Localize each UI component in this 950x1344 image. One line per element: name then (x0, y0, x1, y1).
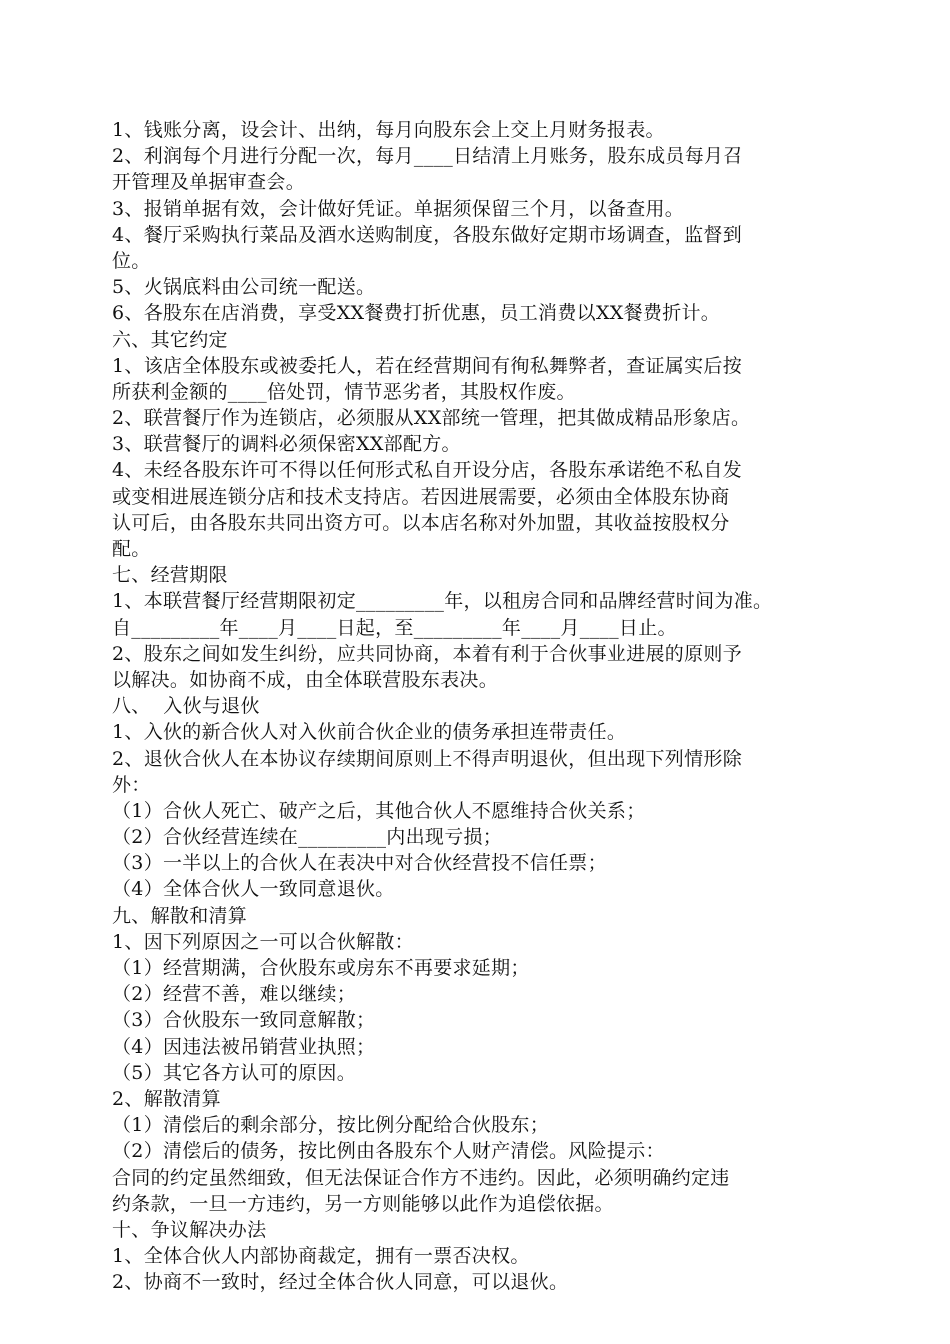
text-line: 1、因下列原因之一可以合伙解散： (112, 930, 414, 953)
section-heading: 八、 入伙与退伙 (112, 695, 260, 718)
text-line: （4）全体合伙人一致同意退伙。 (112, 878, 395, 901)
text-line: 2、股东之间如发生纠纷，应共同协商，本着有利于合伙事业进展的原则予 (112, 642, 742, 665)
text-line: 3、报销单据有效，会计做好凭证。单据须保留三个月，以备查用。 (112, 197, 685, 220)
text-line: 2、协商不一致时，经过全体合伙人同意，可以退伙。 (112, 1271, 569, 1294)
text-line: （4）因违法被吊销营业执照； (112, 1035, 376, 1058)
text-line: 或变相进展连锁分店和技术支持店。若因进展需要，必须由全体股东协商 (112, 485, 730, 508)
text-line: 配。 (112, 538, 151, 560)
text-line: （2）清偿后的债务，按比例由各股东个人财产清偿。风险提示： (112, 1140, 665, 1163)
section-heading: 十、争议解决办法 (112, 1218, 267, 1241)
text-line: （3）一半以上的合伙人在表决中对合伙经营投不信任票； (112, 852, 607, 875)
text-line: 自_________年____月____日起，至_________年____月____日止。 (112, 616, 677, 639)
text-line: 2、解散清算 (112, 1087, 221, 1110)
section-heading: 七、经营期限 (112, 564, 228, 587)
text-line: 4、未经各股东许可不得以任何形式私自开设分店，各股东承诺绝不私自发 (112, 459, 742, 482)
text-line: （1）合伙人死亡、破产之后，其他合伙人不愿维持合伙关系； (112, 799, 646, 822)
text-line: 3、联营餐厅的调料必须保密XX部配方。 (112, 433, 461, 456)
text-line: 所获利金额的____倍处罚，情节恶劣者，其股权作废。 (112, 380, 576, 403)
text-line: （1）经营期满，合伙股东或房东不再要求延期； (112, 957, 530, 979)
text-line: 4、餐厅采购执行菜品及酒水送购制度，各股东做好定期市场调查，监督到 (112, 223, 742, 246)
text-line: 约条款，一旦一方违约，另一方则能够以此作为追偿依据。 (112, 1192, 614, 1215)
text-line: 6、各股东在店消费，享受XX餐费打折优惠，员工消费以XX餐费折计。 (112, 302, 721, 325)
text-line: 1、入伙的新合伙人对入伙前合伙企业的债务承担连带责任。 (112, 721, 627, 744)
text-line: 5、火锅底料由公司统一配送。 (112, 276, 376, 299)
text-line: 2、利润每个月进行分配一次，每月____日结清上月账务，股东成员每月召 (112, 145, 743, 168)
text-line: （3）合伙股东一致同意解散； (112, 1009, 376, 1032)
text-line: （1）清偿后的剩余部分，按比例分配给合伙股东； (112, 1114, 549, 1137)
text-line: 外： (112, 773, 151, 796)
text-line: 1、该店全体股东或被委托人，若在经营期间有徇私舞弊者，查证属实后按 (112, 354, 742, 377)
text-line: 1、钱账分离，设会计、出纳，每月向股东会上交上月财务报表。 (112, 119, 665, 141)
text-line: （2）经营不善，难以继续； (112, 983, 356, 1006)
text-line: （5）其它各方认可的原因。 (112, 1061, 356, 1084)
section-heading: 六、其它约定 (112, 328, 228, 351)
document-body (112, 117, 848, 1295)
text-line: 1、全体合伙人内部协商裁定，拥有一票否决权。 (112, 1245, 530, 1268)
text-line: 位。 (112, 249, 151, 272)
text-line: 开管理及单据审查会。 (112, 171, 306, 194)
section-heading: 九、解散和清算 (112, 904, 248, 927)
text-line: 认可后，由各股东共同出资方可。以本店名称对外加盟，其收益按股权分 (112, 511, 730, 534)
text-line: 以解决。如协商不成，由全体联营股东表决。 (112, 668, 499, 691)
text-line: 1、本联营餐厅经营期限初定_________年，以租房合同和品牌经营时间为准。 (112, 590, 773, 613)
text-line: 2、退伙合伙人在本协议存续期间原则上不得声明退伙，但出现下列情形除 (112, 747, 742, 770)
text-line: （2）合伙经营连续在_________内出现亏损； (112, 826, 503, 849)
text-line: 合同的约定虽然细致，但无法保证合作方不违约。因此，必须明确约定违 (112, 1166, 730, 1189)
text-line: 2、联营餐厅作为连锁店，必须服从XX部统一管理，把其做成精品形象店。 (112, 407, 751, 430)
